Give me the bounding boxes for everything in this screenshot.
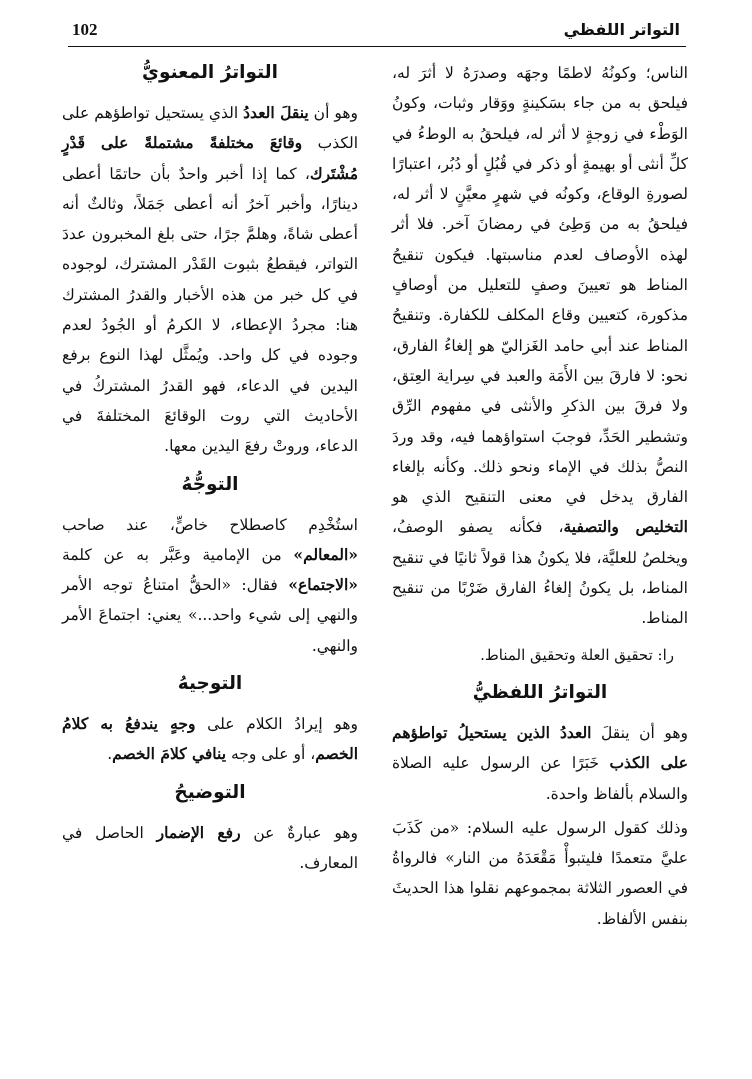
entry-heading-manawi: التواترُ المعنويُّ	[142, 62, 278, 83]
paragraph-tanqih-continuation: الناس؛ وكونُهُ لاطمًا وجهَه وصدرَهُ لا أثرَ له، فيلحق به من جاء بسَكينةٍ ووَقار وثبات، وكونُ الوَطْء في زوجةٍ لا أثر له، فيلحقُ به الوطءُ في كلِّ أنثى أو بهيمةٍ أو ذكر في قُبُلٍ أو دُبُر، اعتبارًا لصورةِ الوقاع، وكونُه في شهرٍ معيَّنٍ لا أثر له، فيلحقُ به من وَطِئ في رمضانَ آخر. فلا أثر لهذه الأوصاف لعدم مناسبتها. فيكون تنقيحُ المناط هو تعيينَ وصفٍ للتعليل من أوصافٍ مذكورة، كتعيين وقاع المكلف للكفارة. وتنقيحُ المناط عند أبي حامد الغَزاليّ هو إلغاءُ الفارق، نحو: لا فارقَ بين الأَمَة والعبد في سِراية العِتق، ولا فرقَ بين الذكرِ والأنثى في مفهوم الرِّق وتشطير الحَدِّ، فوجبَ استواؤهما فيه، وقد وردَ النصُّ بذلك في الإماء ونحو ذلك. وكأنه بإلغاء الفارق يدخل في معنى التنقيح الذي هو التخليص والتصفية، فكأنه يصفو الوصفُ، ويخلصُ للعليَّة، فلا يكونُ هذا قولاً ثانيًا في تنقيح المناط، بل يكونُ إلغاءُ الفارق ضَرْبًا من تنقيح المناط.	[392, 64, 688, 628]
page-header	[68, 16, 686, 47]
running-head: التواتر اللفظي	[563, 20, 680, 39]
paragraph-tawjih: وهو إيرادُ الكلام على وجهٍ يندفعُ به كلامُ الخصم، أو على وجه ينافي كلامَ الخصم.	[62, 714, 358, 764]
left-column	[62, 58, 358, 882]
paragraph-lafzi-definition: وهو أن ينقلَ العددُ الذين يستحيلُ تواطؤهم على الكذب خَبَرًا عن الرسول عليه الصلاة والسلام بألفاظ واحدة.	[392, 722, 688, 803]
entry-heading-tawajjuh: التوجُّهُ	[181, 473, 239, 495]
entry-heading-tawdih: التوضيحُ	[174, 781, 246, 803]
right-column	[392, 58, 688, 938]
entry-heading-lafzi: التواترُ اللفظيُّ	[472, 681, 608, 703]
paragraph-manawi: وهو أن ينقلَ العددُ الذي يستحيل تواطؤهم على الكذب وقائعَ مختلفةً مشتملةً على قَدْرٍ مُشْتَرك، كما إذا أخبر واحدٌ بأن حاتمًا أعطى دينارًا، وأخبر آخرُ أنه أعطى جَمَلاً، وثالثٌ أنه أعطى شاةً، وهلمَّ جرًا، حتى بلغ المخبرون عددَ التواتر، فيقطعُ بثبوت القَدْر المشترك، لوجوده في كل خبر من هذه الأخبار والقدرُ المشترك هنا: مجردُ الإعطاء، لا الكرمُ أو الجُودُ لعدم وجوده في كل واحد. ويُمثَّل لهذا النوع برفع اليدين في الدعاء، فهو القدرُ المشتركُ في الأحاديث التي روت الوقائعَ المختلفةَ في الدعاء، وروتْ رفعَ اليدين معها.	[62, 103, 359, 456]
page-number: 102	[72, 20, 98, 39]
paragraph-lafzi-example: وذلك كقول الرسول عليه السلام: «من كَذَبَ عليَّ متعمدًا فليتبوأْ مَقْعَدَهُ من النار» فالرواةُ في العصور الثلاثة بمجموعهم نقلوا هذا الحديثَ بنفس الألفاظ.	[392, 818, 688, 928]
paragraph-tawdih: وهو عبارةٌ عن رفع الإضمار الحاصل في المعارف.	[62, 822, 358, 872]
cross-reference: را: تحقيق العلة وتحقيق المناط.	[480, 645, 674, 664]
paragraph-tawajjuh: استُخْدِم كاصطلاح خاصٍّ، عند صاحب «المعالم» من الإمامية وعَبَّر به عن كلمة «الاجتماع» فقال: «الحقُّ امتناعُ توجه الأمر والنهي إلى شيء واحد...» يعني: اجتماعَ الأمر والنهي.	[62, 515, 358, 655]
entry-heading-tawjih: التوجيهُ	[177, 673, 243, 695]
